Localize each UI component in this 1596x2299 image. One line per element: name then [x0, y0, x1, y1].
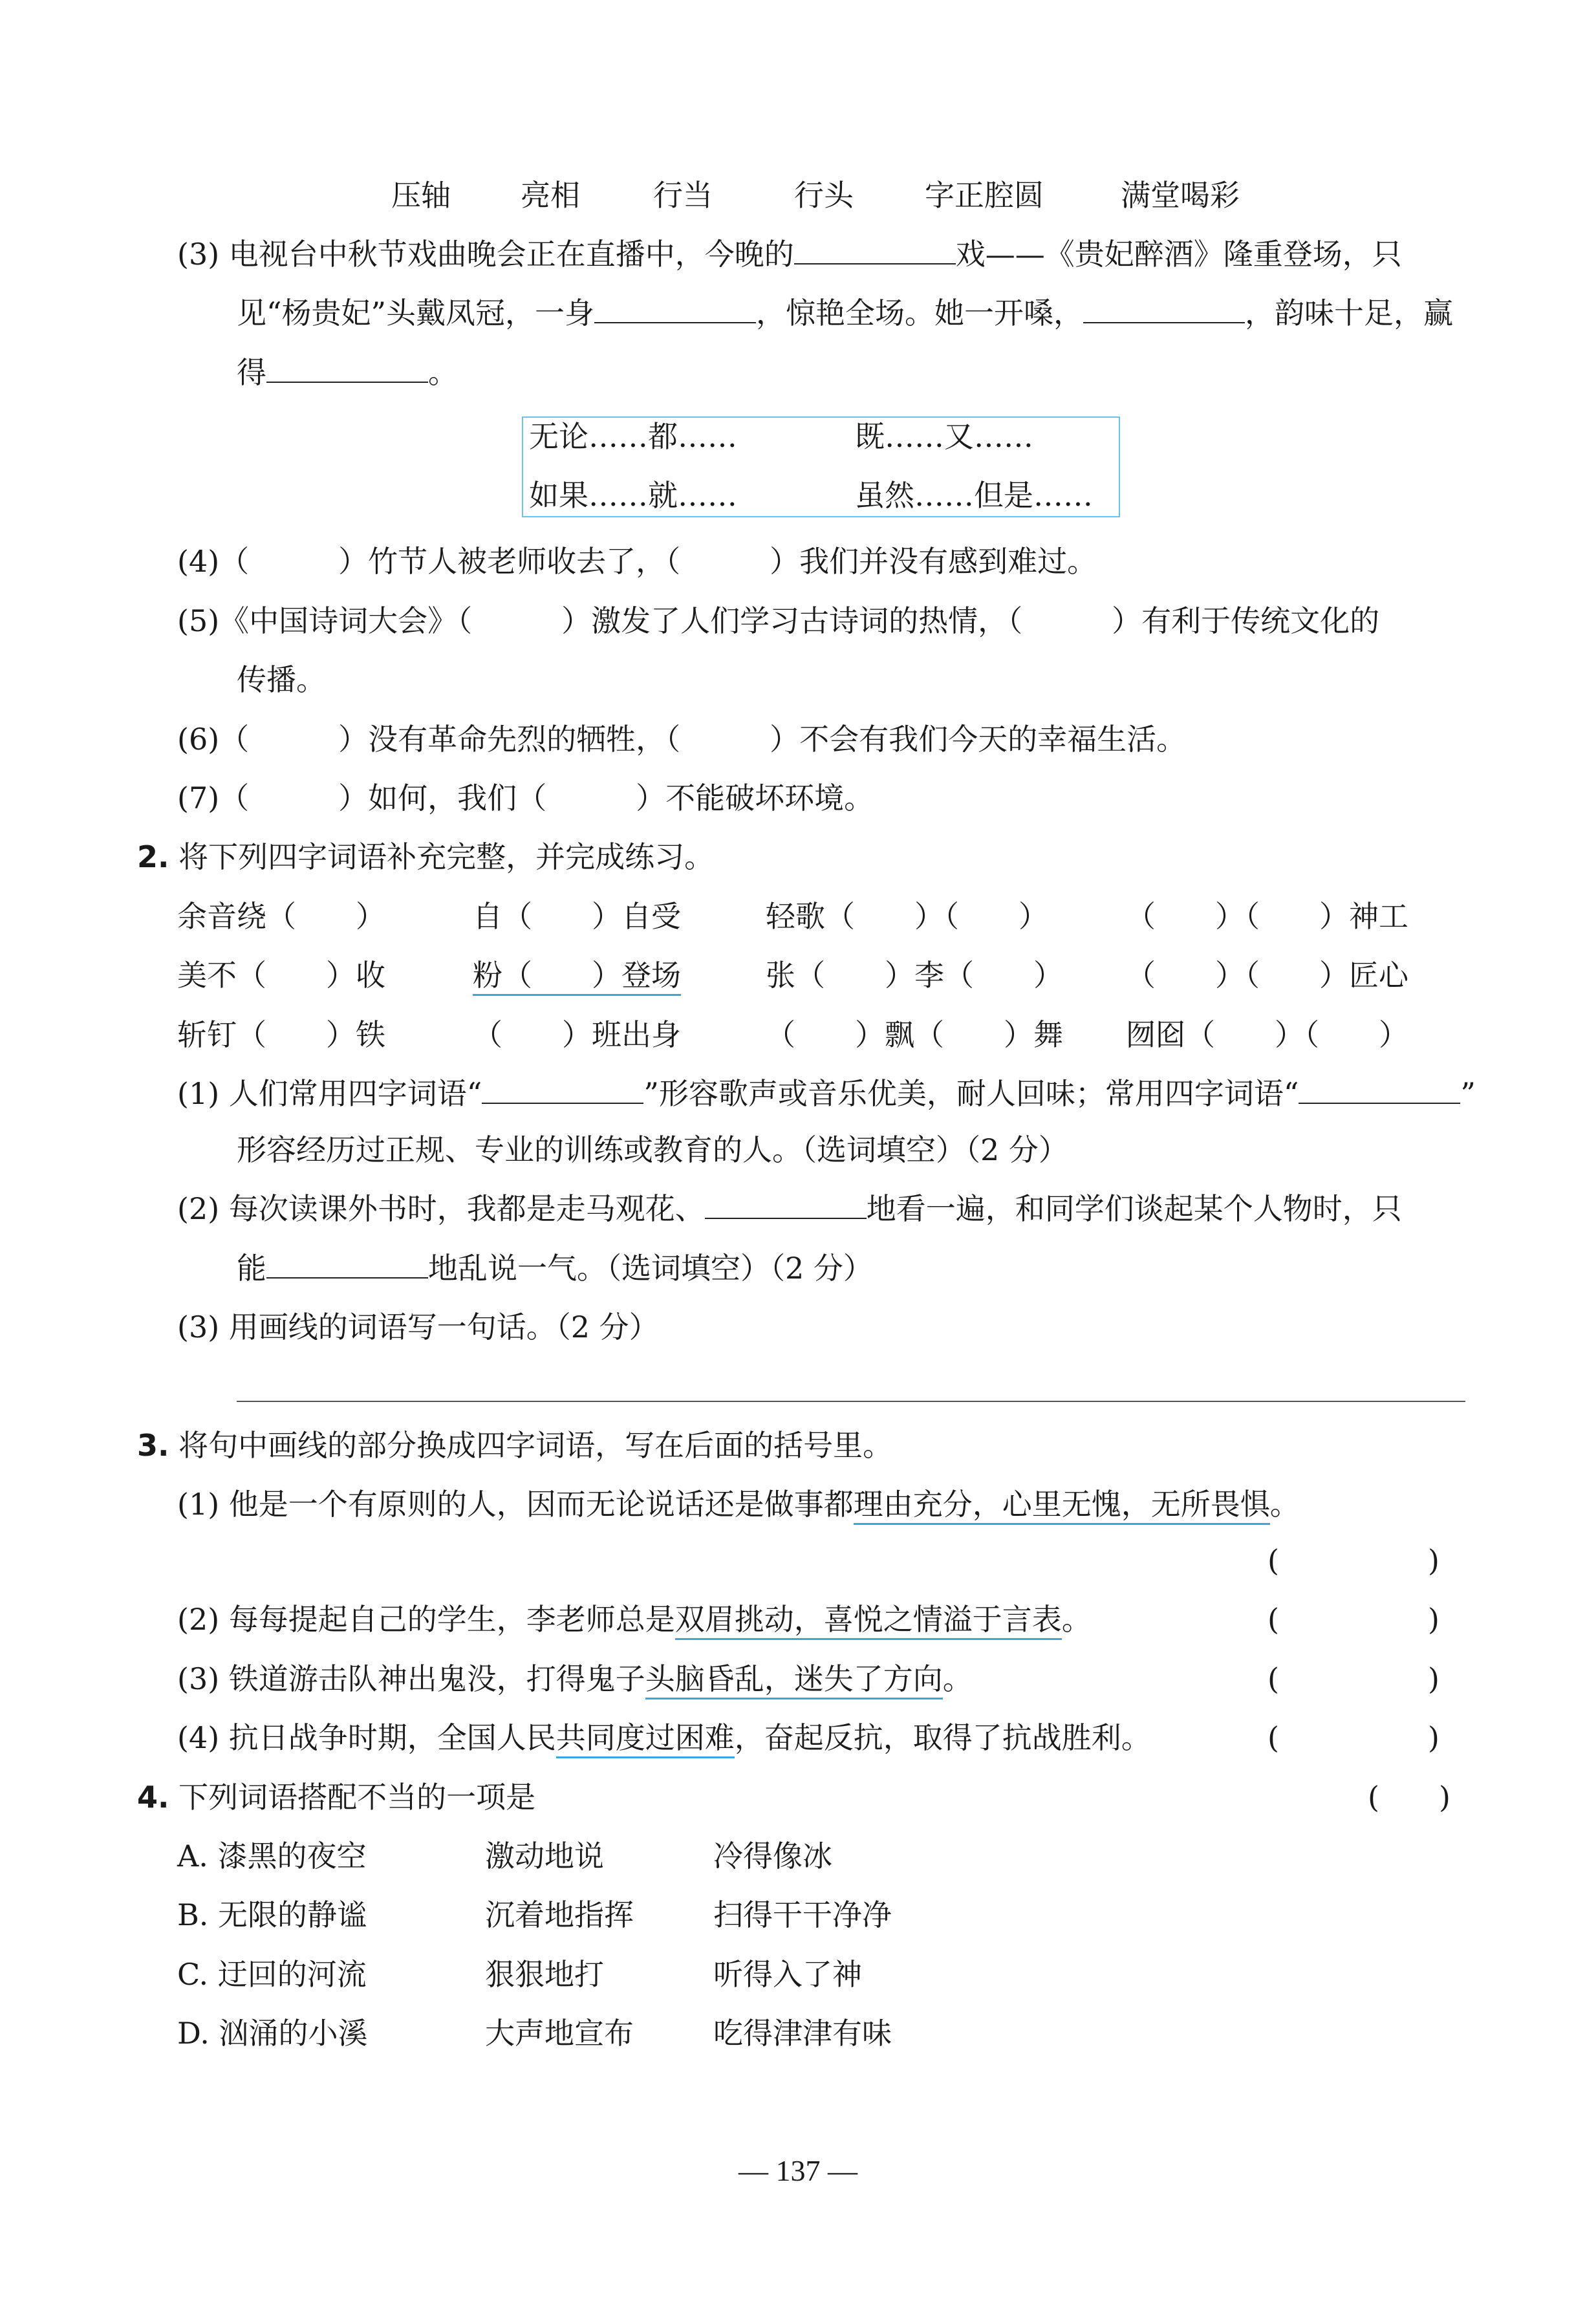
q2-2	[177, 1189, 1402, 1228]
text: (3) 铁道游击队神出鬼没，打得鬼子	[177, 1661, 645, 1696]
option-d-2: 大声地宣布	[485, 2016, 634, 2051]
text: ，奋起反抗，取得了抗战胜利。	[734, 1720, 1151, 1755]
idiom: （ ）班出身	[473, 1017, 681, 1052]
option-a-3: 冷得像冰	[713, 1839, 832, 1873]
q1-7: (7)（ ）如何，我们（ ）不能破坏环境。	[177, 781, 874, 815]
page-number: — 137 —	[739, 2154, 857, 2187]
text: 。	[1061, 1602, 1092, 1637]
idiom: （ ）（ ）神工	[1126, 899, 1408, 934]
text: 地看一遍，和同学们谈起某个人物时，只	[866, 1191, 1402, 1226]
text: 电视台中秋节戏曲晚会正在直播中，今晚的	[228, 237, 794, 272]
text: 戏——《贵妃醉酒》隆重登场，只	[955, 237, 1402, 272]
label: (2)	[177, 1191, 220, 1226]
idiom: 美不（ ）收	[177, 958, 385, 993]
blank[interactable]	[705, 1189, 867, 1219]
q1-3-line3	[237, 353, 458, 392]
text: 。	[428, 355, 458, 390]
text: ，惊艳全场。她一开嗓，	[756, 296, 1084, 330]
answer-paren[interactable]: ( )	[1368, 1780, 1450, 1815]
q4-title: 下列词语搭配不当的一项是	[178, 1780, 536, 1815]
option-a[interactable]: A. 漆黑的夜空	[177, 1839, 367, 1873]
q3-item	[177, 1485, 1300, 1524]
word-bank-6: 满堂喝彩	[1121, 178, 1240, 213]
q3-heading	[137, 1426, 892, 1465]
option-c-3: 听得入了神	[713, 1957, 862, 1992]
label: (1)	[177, 1076, 220, 1111]
q2-2-cont	[237, 1249, 873, 1288]
q2-1-cont: 形容经历过正规、专业的训练或教育的人。（选词填空）（2 分）	[237, 1132, 1068, 1167]
q1-3-line2	[237, 294, 1453, 332]
blank[interactable]	[1083, 294, 1245, 323]
q2-3: (3) 用画线的词语写一句话。（2 分）	[177, 1310, 659, 1344]
idiom: 囫囵（ ）（ ）	[1126, 1017, 1408, 1052]
q4-heading	[137, 1778, 535, 1817]
underlined-phrase: 理由充分，心里无愧，无所畏惧	[854, 1487, 1270, 1525]
text: (4) 抗日战争时期，全国人民	[177, 1720, 556, 1755]
q3-item	[177, 1718, 1151, 1757]
q2-heading	[137, 837, 714, 876]
option-d[interactable]: D. 汹涌的小溪	[177, 2016, 368, 2051]
blank[interactable]	[266, 353, 428, 383]
conj-3: 如果……就……	[529, 478, 737, 513]
text: 能	[237, 1251, 266, 1286]
text: (1) 他是一个有原则的人，因而无论说话还是做事都	[177, 1487, 854, 1522]
conj-4: 虽然……但是……	[855, 478, 1093, 513]
q1-6: (6)（ ）没有革命先烈的牺牲，（ ）不会有我们今天的幸福生活。	[177, 722, 1187, 757]
q4-number: 4.	[137, 1780, 169, 1815]
idiom: 轻歌（ ）（ ）	[766, 899, 1048, 934]
text: ”形容歌声或音乐优美，耐人回味；常用四字词语“	[643, 1076, 1299, 1111]
answer-paren[interactable]: ( )	[1267, 1661, 1440, 1696]
word-bank-3: 行当	[653, 178, 713, 213]
conj-2: 既……又……	[855, 419, 1033, 454]
q3-item	[177, 1659, 973, 1698]
blank[interactable]	[794, 235, 956, 264]
blank[interactable]	[1299, 1074, 1460, 1104]
answer-paren[interactable]: ( )	[1267, 1720, 1440, 1755]
option-a-2: 激动地说	[485, 1839, 604, 1873]
blank[interactable]	[482, 1074, 643, 1104]
text: 。	[942, 1661, 973, 1696]
underlined-phrase: 共同度过困难	[556, 1720, 735, 1758]
q2-title: 将下列四字词语补充完整，并完成练习。	[178, 839, 715, 874]
idiom: 斩钉（ ）铁	[177, 1017, 385, 1052]
q2-1	[177, 1074, 1476, 1113]
text: 得	[237, 355, 266, 390]
q1-4: (4)（ ）竹节人被老师收去了，（ ）我们并没有感到难过。	[177, 544, 1097, 579]
option-c[interactable]: C. 迂回的河流	[177, 1957, 367, 1992]
idiom: 余音绕（ ）	[177, 899, 385, 934]
q3-title: 将句中画线的部分换成四字词语，写在后面的括号里。	[178, 1428, 893, 1463]
q2-number: 2.	[137, 839, 169, 874]
q1-5: (5)《中国诗词大会》（ ）激发了人们学习古诗词的热情，（ ）有利于传统文化的	[177, 603, 1380, 638]
text: 地乱说一气。（选词填空）（2 分）	[428, 1251, 873, 1286]
idiom-underlined	[473, 956, 681, 995]
answer-paren[interactable]: ( )	[1267, 1602, 1440, 1637]
answer-line[interactable]	[237, 1401, 1465, 1402]
label: (3)	[177, 237, 220, 272]
word-bank-4: 行头	[794, 178, 854, 213]
text: 每次读课外书时，我都是走马观花、	[228, 1191, 705, 1226]
option-b-2: 沉着地指挥	[485, 1897, 634, 1932]
text: ”	[1460, 1076, 1476, 1111]
word-bank-2: 亮相	[521, 178, 580, 213]
text: (2) 每每提起自己的学生，李老师总是	[177, 1602, 675, 1637]
text: 。	[1269, 1487, 1300, 1522]
option-b[interactable]: B. 无限的静谧	[177, 1897, 367, 1932]
idiom-text: 粉（ ）登场	[473, 958, 681, 996]
q3-item	[177, 1600, 1092, 1639]
answer-paren[interactable]: ( )	[1267, 1543, 1440, 1578]
text: ，韵味十足，赢	[1245, 296, 1454, 330]
conj-1: 无论……都……	[529, 419, 737, 454]
option-d-3: 吃得津津有味	[713, 2016, 892, 2051]
text: 见“杨贵妃”头戴凤冠，一身	[237, 296, 595, 330]
option-b-3: 扫得干干净净	[713, 1897, 892, 1932]
blank[interactable]	[594, 294, 756, 323]
word-bank-1: 压轴	[391, 178, 451, 213]
text: 人们常用四字词语“	[228, 1076, 482, 1111]
q1-5-cont: 传播。	[237, 662, 326, 697]
word-bank-5: 字正腔圆	[925, 178, 1044, 213]
idiom: 自（ ）自受	[473, 899, 681, 934]
idiom: （ ）（ ）匠心	[1126, 958, 1408, 993]
underlined-phrase: 头脑昏乱，迷失了方向	[645, 1661, 943, 1700]
q3-number: 3.	[137, 1428, 169, 1463]
underlined-phrase: 双眉挑动，喜悦之情溢于言表	[675, 1602, 1062, 1640]
idiom: （ ）飘（ ）舞	[766, 1017, 1063, 1052]
blank[interactable]	[266, 1249, 428, 1279]
q1-3-line1	[177, 235, 1402, 274]
option-c-2: 狠狠地打	[485, 1957, 604, 1992]
idiom: 张（ ）李（ ）	[766, 958, 1063, 993]
